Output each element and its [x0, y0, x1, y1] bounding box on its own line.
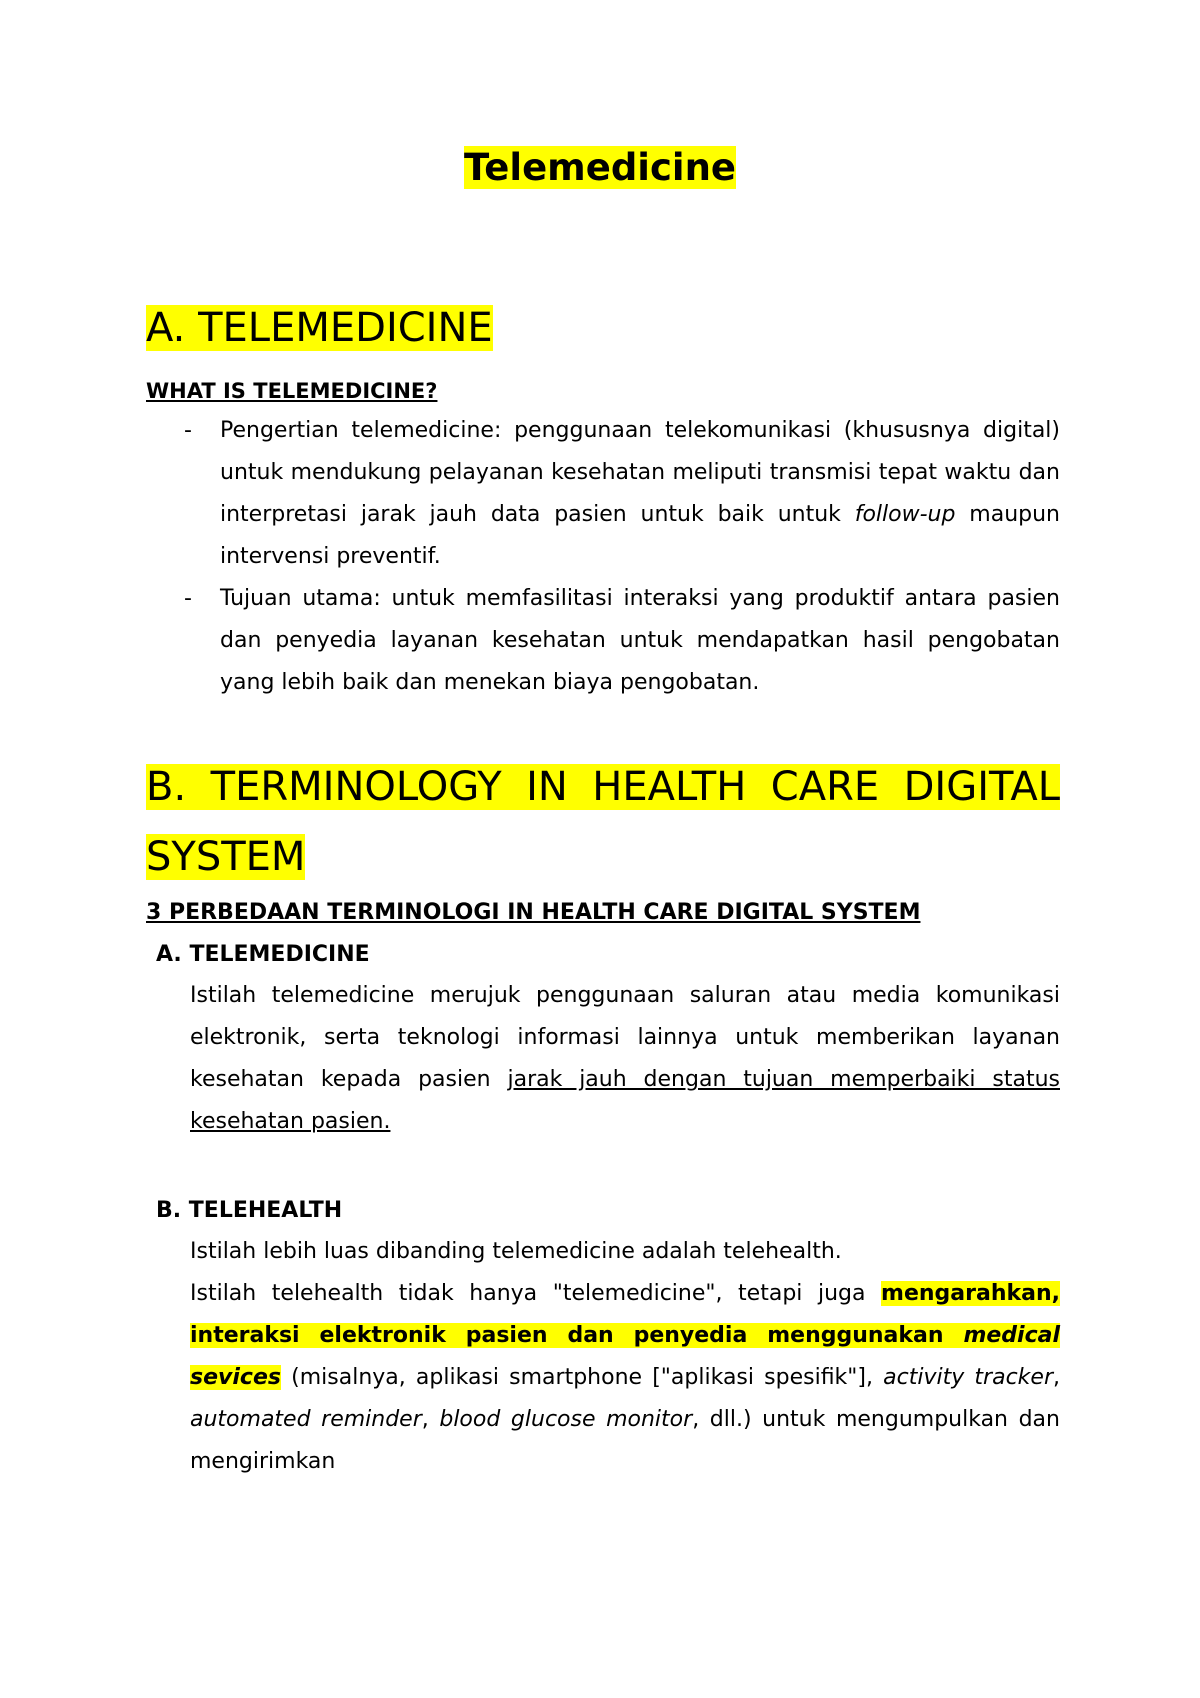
telemedicine-text: Istilah telemedicine merujuk penggunaan saluran atau media komunikasi elektronik, serta teknologi informasi lainnya untuk memberikan layanan kesehatan kepada pasien — [190, 983, 1060, 1092]
bullet-text-end: maupun intervensi preventif. — [220, 502, 1060, 569]
document-title-text: Telemedicine — [463, 146, 737, 189]
telehealth-subheading: B. TELEHEALTH — [156, 1198, 343, 1223]
bullet-dash: - — [184, 586, 192, 611]
list-item — [146, 410, 1060, 578]
telehealth-text-end: , dll.) untuk mengumpulkan dan mengirimkan — [190, 1407, 1060, 1474]
telehealth-sep-2: , — [421, 1407, 440, 1432]
terminology-differences-heading: 3 PERBEDAAN TERMINOLOGI IN HEALTH CARE DIGITAL SYSTEM — [146, 900, 921, 925]
telemedicine-underlined-text: jarak jauh dengan tujuan memperbaiki status kesehatan pasien. — [190, 1067, 1060, 1134]
telehealth-text-start: Istilah telehealth tidak hanya "telemedicine", tetapi juga — [190, 1281, 882, 1306]
telehealth-bold-text: mengarahkan, interaksi elektronik pasien dan penyedia menggunakan — [190, 1281, 1060, 1348]
section-a-heading — [146, 302, 493, 354]
telehealth-italic-3: blood glucose monitor — [439, 1407, 693, 1432]
telemedicine-subheading: A. TELEMEDICINE — [156, 942, 370, 967]
telehealth-intro: Istilah lebih luas dibanding telemedicine adalah telehealth. — [190, 1239, 842, 1264]
telemedicine-paragraph — [190, 975, 1060, 1143]
definition-list — [146, 410, 1060, 704]
section-b-heading-text: B. TERMINOLOGY IN HEALTH CARE DIGITAL SYSTEM — [146, 764, 1060, 880]
telehealth-italic-1: activity tracker — [883, 1365, 1053, 1390]
bullet-text: Tujuan utama: untuk memfasilitasi interaksi yang produktif antara pasien dan penyedia layanan kesehatan untuk mendapatkan hasil pengobatan yang lebih baik dan menekan biaya pengobatan. — [220, 586, 1060, 695]
telehealth-bold-italic-text: medical sevices — [190, 1323, 1060, 1390]
telehealth-italic-2: automated reminder — [190, 1407, 422, 1432]
list-item — [146, 578, 1060, 704]
section-a-heading-text: A. TELEMEDICINE — [146, 305, 493, 351]
what-is-telemedicine-heading: WHAT IS TELEMEDICINE? — [146, 379, 438, 403]
telehealth-text-mid: (misalnya, aplikasi smartphone ["aplikasi spesifik"], — [280, 1365, 884, 1390]
telehealth-sep-1: , — [1053, 1365, 1060, 1390]
bullet-text: Pengertian telemedicine: penggunaan telekomunikasi (khususnya digital) untuk mendukung pelayanan kesehatan meliputi transmisi tepat waktu dan interpretasi jarak jauh data pasien untuk baik untuk — [220, 418, 1060, 527]
telehealth-paragraph — [190, 1273, 1060, 1483]
bullet-dash: - — [184, 418, 192, 443]
bullet-italic-text: follow-up — [854, 502, 956, 527]
document-title — [0, 142, 1200, 194]
section-b-heading — [146, 752, 1060, 892]
